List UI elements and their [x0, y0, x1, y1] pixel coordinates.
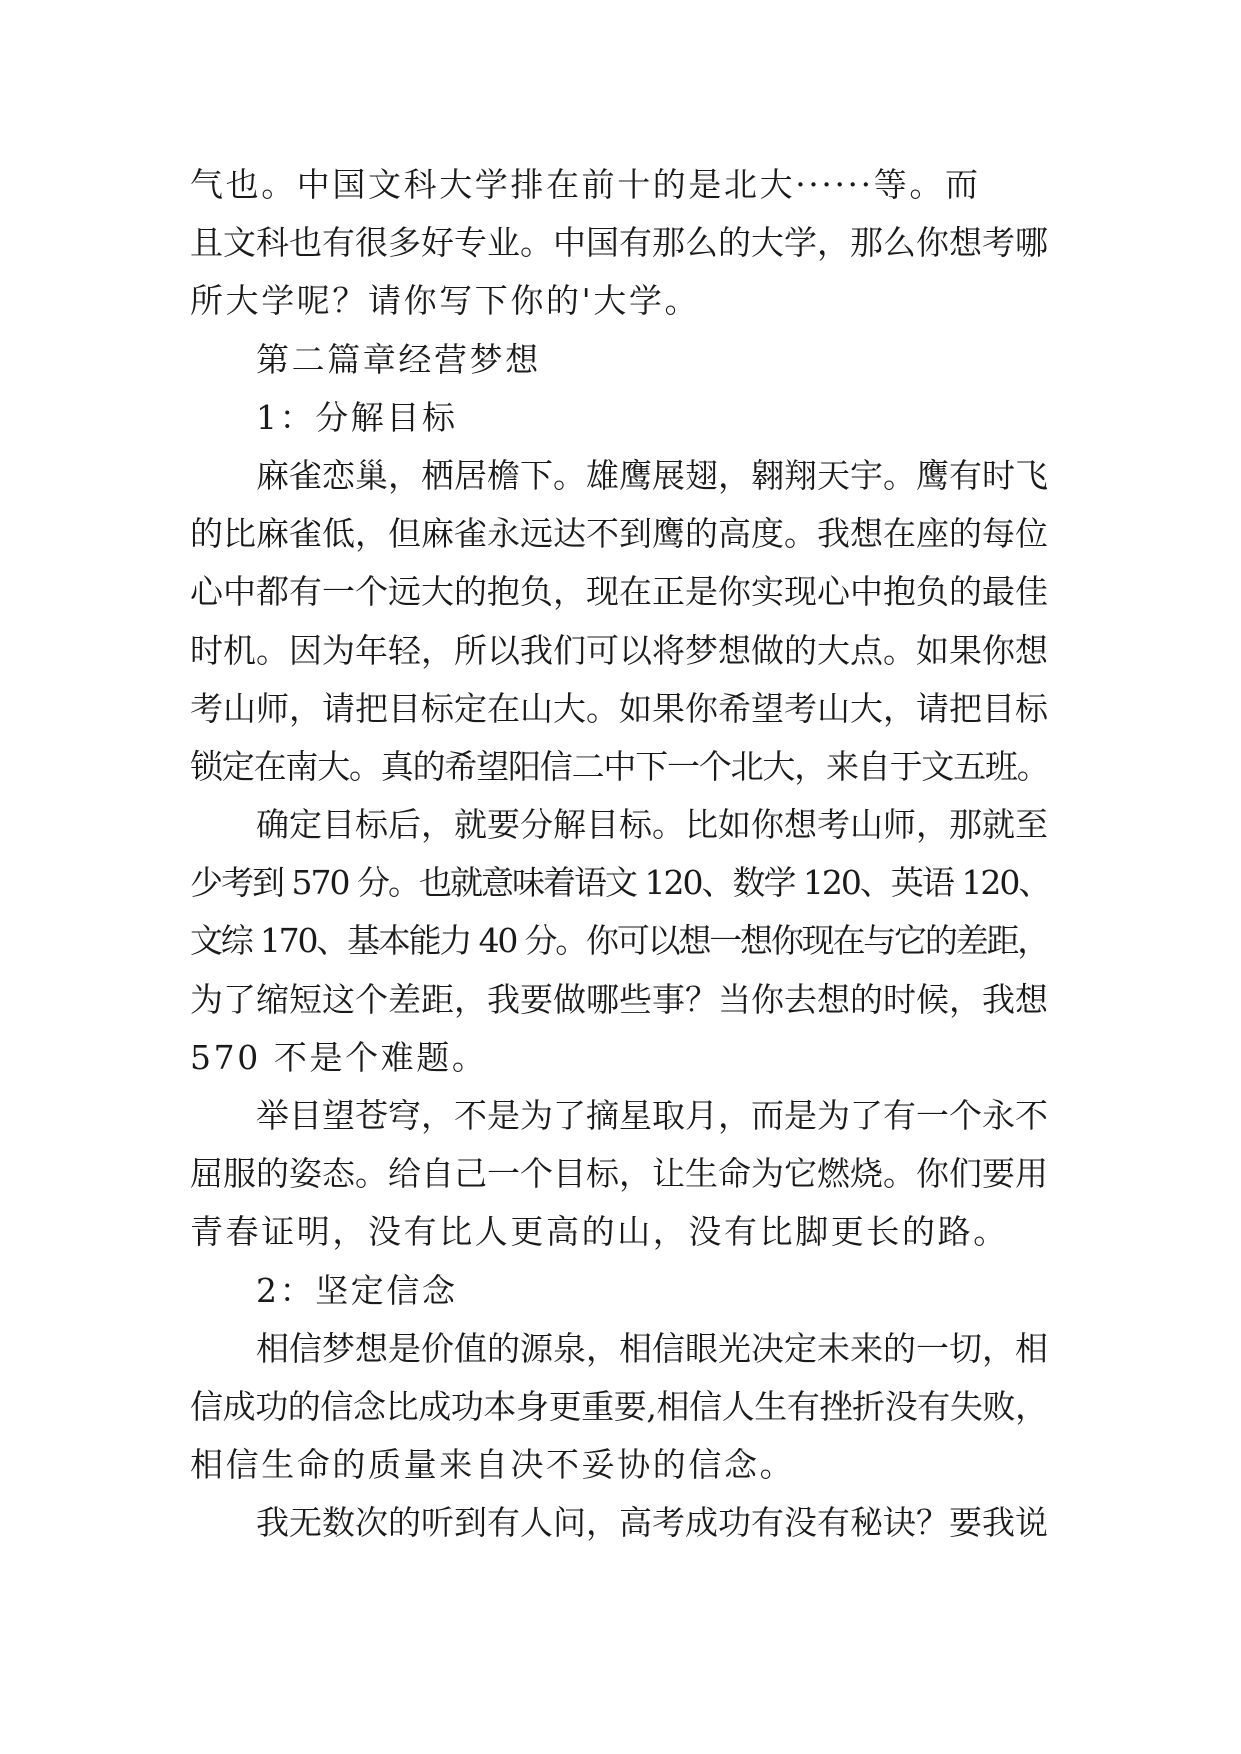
- text-line: 我无数次的听到有人问，高考成功有没有秘诀？要我说: [256, 1503, 1048, 1543]
- text-line: 屈服的姿态。给自己一个目标，让生命为它燃烧。你们要用: [190, 1154, 1048, 1194]
- text-line: 时机。因为年轻，所以我们可以将梦想做的大点。如果你想: [190, 630, 1048, 670]
- text-line: 570 不是个难题。: [190, 1037, 488, 1077]
- text-line: 1：分解目标: [256, 397, 458, 437]
- text-line: 相信梦想是价值的源泉，相信眼光决定未来的一切，相: [256, 1328, 1048, 1368]
- text-line: 相信生命的质量来自决不妥协的信念。: [190, 1445, 796, 1485]
- text-line: 麻雀恋巢，栖居檐下。雄鹰展翅，翱翔天宇。鹰有时飞: [256, 455, 1048, 495]
- text-line: 为了缩短这个差距，我要做哪些事？当你去想的时候，我想: [190, 979, 1048, 1019]
- text-line: 举目望苍穹，不是为了摘星取月，而是为了有一个永不: [256, 1096, 1048, 1135]
- text-line: 确定目标后，就要分解目标。比如你想考山师，那就至: [256, 805, 1048, 845]
- document-body: [190, 156, 1052, 1553]
- text-line: 所大学呢？请你写下你的'大学。: [190, 281, 701, 321]
- text-line: 气也。中国文科大学排在前十的是北大······等。而: [190, 165, 981, 204]
- text-line: 的比麻雀低，但麻雀永远达不到鹰的高度。我想在座的每位: [190, 514, 1048, 554]
- text-line: 心中都有一个远大的抱负，现在正是你实现心中抱负的最佳: [190, 572, 1048, 612]
- text-line: 青春证明，没有比人更高的山，没有比脚更长的路。: [190, 1212, 1009, 1252]
- text-line: 少考到 570 分。也就意味着语文 120、数学 120、英语 120、: [190, 863, 1050, 903]
- text-line: 且文科也有很多好专业。中国有那么的大学，那么你想考哪: [190, 223, 1048, 263]
- text-line: 第二篇章经营梦想: [256, 339, 541, 379]
- text-line: 考山师，请把目标定在山大。如果你希望考山大，请把目标: [190, 688, 1048, 728]
- text-line: 锁定在南大。真的希望阳信二中下一个北大，来自于文五班。: [190, 746, 1049, 786]
- text-line: 2：坚定信念: [256, 1270, 458, 1310]
- text-line: 文综 170、基本能力 40 分。你可以想一想你现在与它的差距，: [190, 921, 1049, 961]
- text-line: 信成功的信念比成功本身更重要,相信人生有挫折没有失败，: [190, 1386, 1048, 1426]
